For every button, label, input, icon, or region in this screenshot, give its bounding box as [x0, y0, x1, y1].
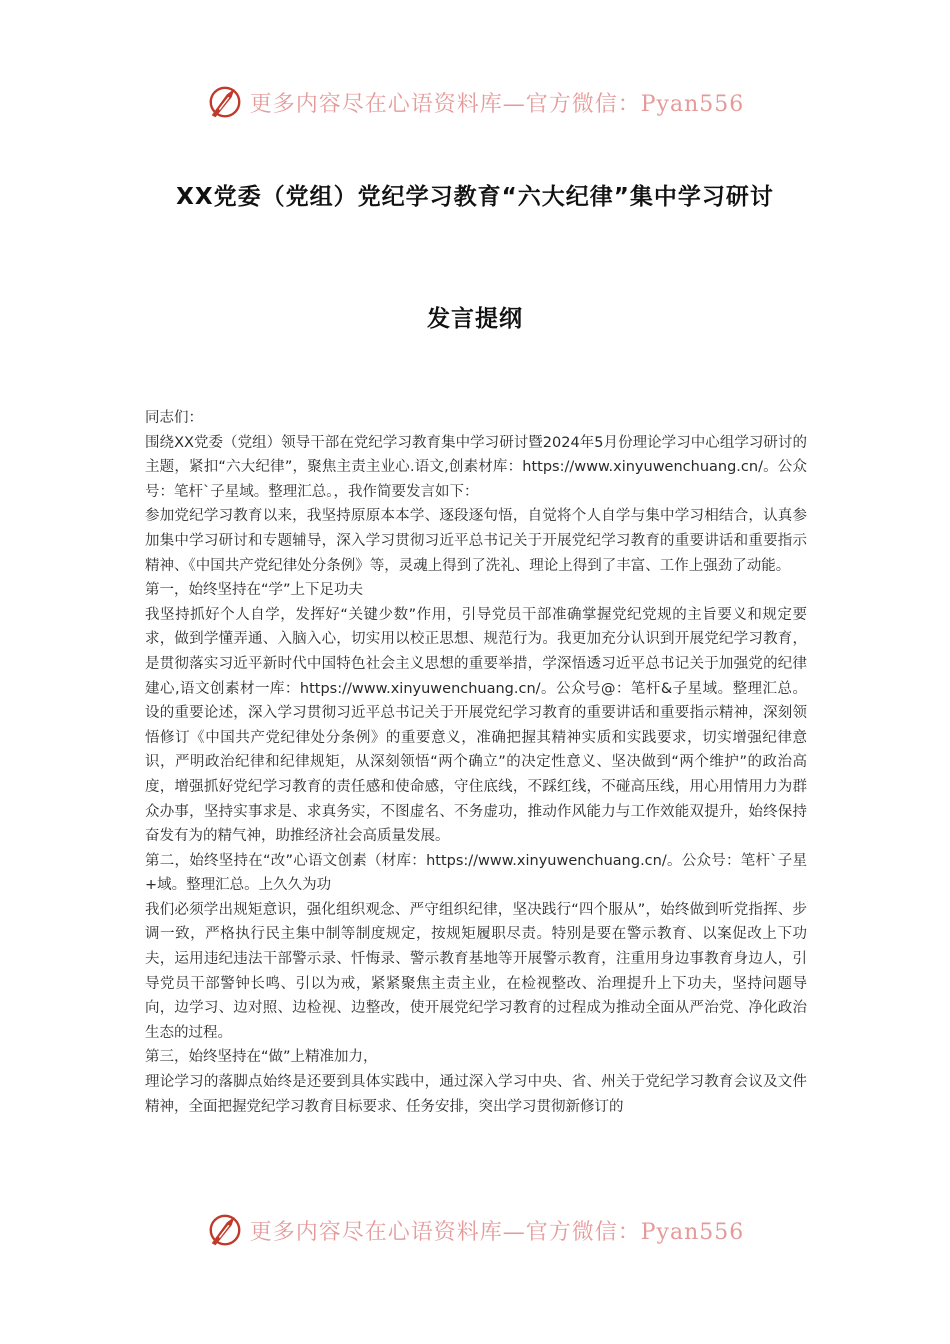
section-heading-1: 第一，始终坚持在“学”上下足功夫 [145, 582, 364, 599]
pen-nib-logo-icon [206, 83, 244, 121]
body-paragraph: 参加党纪学习教育以来，我坚持原原本本学、逐段逐句悟，自觉将个人自学与集中学习相结合，认真参加集中学习研讨和专题辅导，深入学习贯彻习近平总书记关于开展党纪学习教育的重要讲话和重要指示精神、《中国共产党纪律处分条例》等，灵魂上得到了洗礼、理论上得到了丰富、工作上强劲了动能。 [145, 508, 807, 574]
footer-banner [0, 1208, 950, 1252]
section-heading-2: 第二，始终坚持在“改”心语文创素（材库：https://www.xinyuwenchuang.cn/。公众号：笔杆`子星+域。整理汇总。上久久为功 [145, 852, 807, 894]
pen-nib-logo-icon [206, 1211, 244, 1249]
body-paragraph: 我坚持抓好个人自学，发挥好“关键少数”作用，引导党员干部准确掌握党纪党规的主旨要义和规定要求，做到学懂弄通、入脑入心，切实用以校正思想、规范行为。我更加充分认识到开展党纪学习教育，是贯彻落实习近平新时代中国特色社会主义思想的重要举措，学深悟透习近平总书记关于加强党的纪律建心,语文创素材一库：https://www.xinyuwenchuang.cn/。公众号@：笔杆&子星域。整理汇总。设的重要论述，深入学习贯彻习近平总书记关于开展党纪学习教育的重要讲话和重要指示精神，深刻领悟修订《中国共产党纪律处分条例》的重要意义，准确把握其精神实质和实践要求，切实增强纪律意识，严明政治纪律和纪律规矩，从深刻领悟“两个确立”的决定性意义、坚决做到“两个维护”的政治高度，增强抓好党纪学习教育的责任感和使命感，守住底线，不踩红线，不碰高压线，用心用情用力为群众办事，坚持实事求是、求真务实，不图虚名、不务虚功，推动作风能力与工作效能双提升，始终保持奋发有为的精气神，助推经济社会高质量发展。 [145, 606, 807, 845]
document-body [145, 406, 807, 1119]
intro-paragraph: 围绕XX党委（党组）领导干部在党纪学习教育集中学习研讨暨2024年5月份理论学习中心组学习研讨的主题，紧扣“六大纪律”，聚焦主责主业心.语文,创素材库：https://www.xinyuwenchuang.cn/。公众号：笔杆`子星域。整理汇总。，我作简要发言如下： [145, 434, 807, 500]
header-banner [0, 80, 950, 124]
section-heading-3: 第三，始终坚持在“做”上精准加力， [145, 1049, 378, 1066]
document-title-line-1: XX党委（党组）党纪学习教育“六大纪律”集中学习研讨 [176, 184, 774, 210]
salutation: 同志们： [145, 410, 203, 426]
document-title-line-2: 发言提纲 [427, 306, 523, 332]
body-paragraph: 理论学习的落脚点始终是还要到具体实践中，通过深入学习中央、省、州关于党纪学习教育会议及文件精神，全面把握党纪学习教育目标要求、任务安排，突出学习贯彻新修订的 [145, 1074, 807, 1115]
body-paragraph: 我们必须学出规矩意识，强化组织观念、严守组织纪律，坚决践行“四个服从”，始终做到听党指挥、步调一致，严格执行民主集中制等制度规定，按规矩履职尽责。特别是要在警示教育、以案促改上下功夫，运用违纪违法干部警示录、忏悔录、警示教育基地等开展警示教育，注重用身边事教育身边人，引导党员干部警钟长鸣、引以为戒，紧紧聚焦主责主业，在检视整改、治理提升上下功夫，坚持问题导向，边学习、边对照、边检视、边整改，使开展党纪学习教育的过程成为推动全面从严治党、净化政治生态的过程。 [145, 901, 807, 1041]
footer-banner-text: 更多内容尽在心语资料库—官方微信：Pyan556 [249, 1219, 745, 1245]
header-banner-text: 更多内容尽在心语资料库—官方微信：Pyan556 [249, 91, 745, 117]
